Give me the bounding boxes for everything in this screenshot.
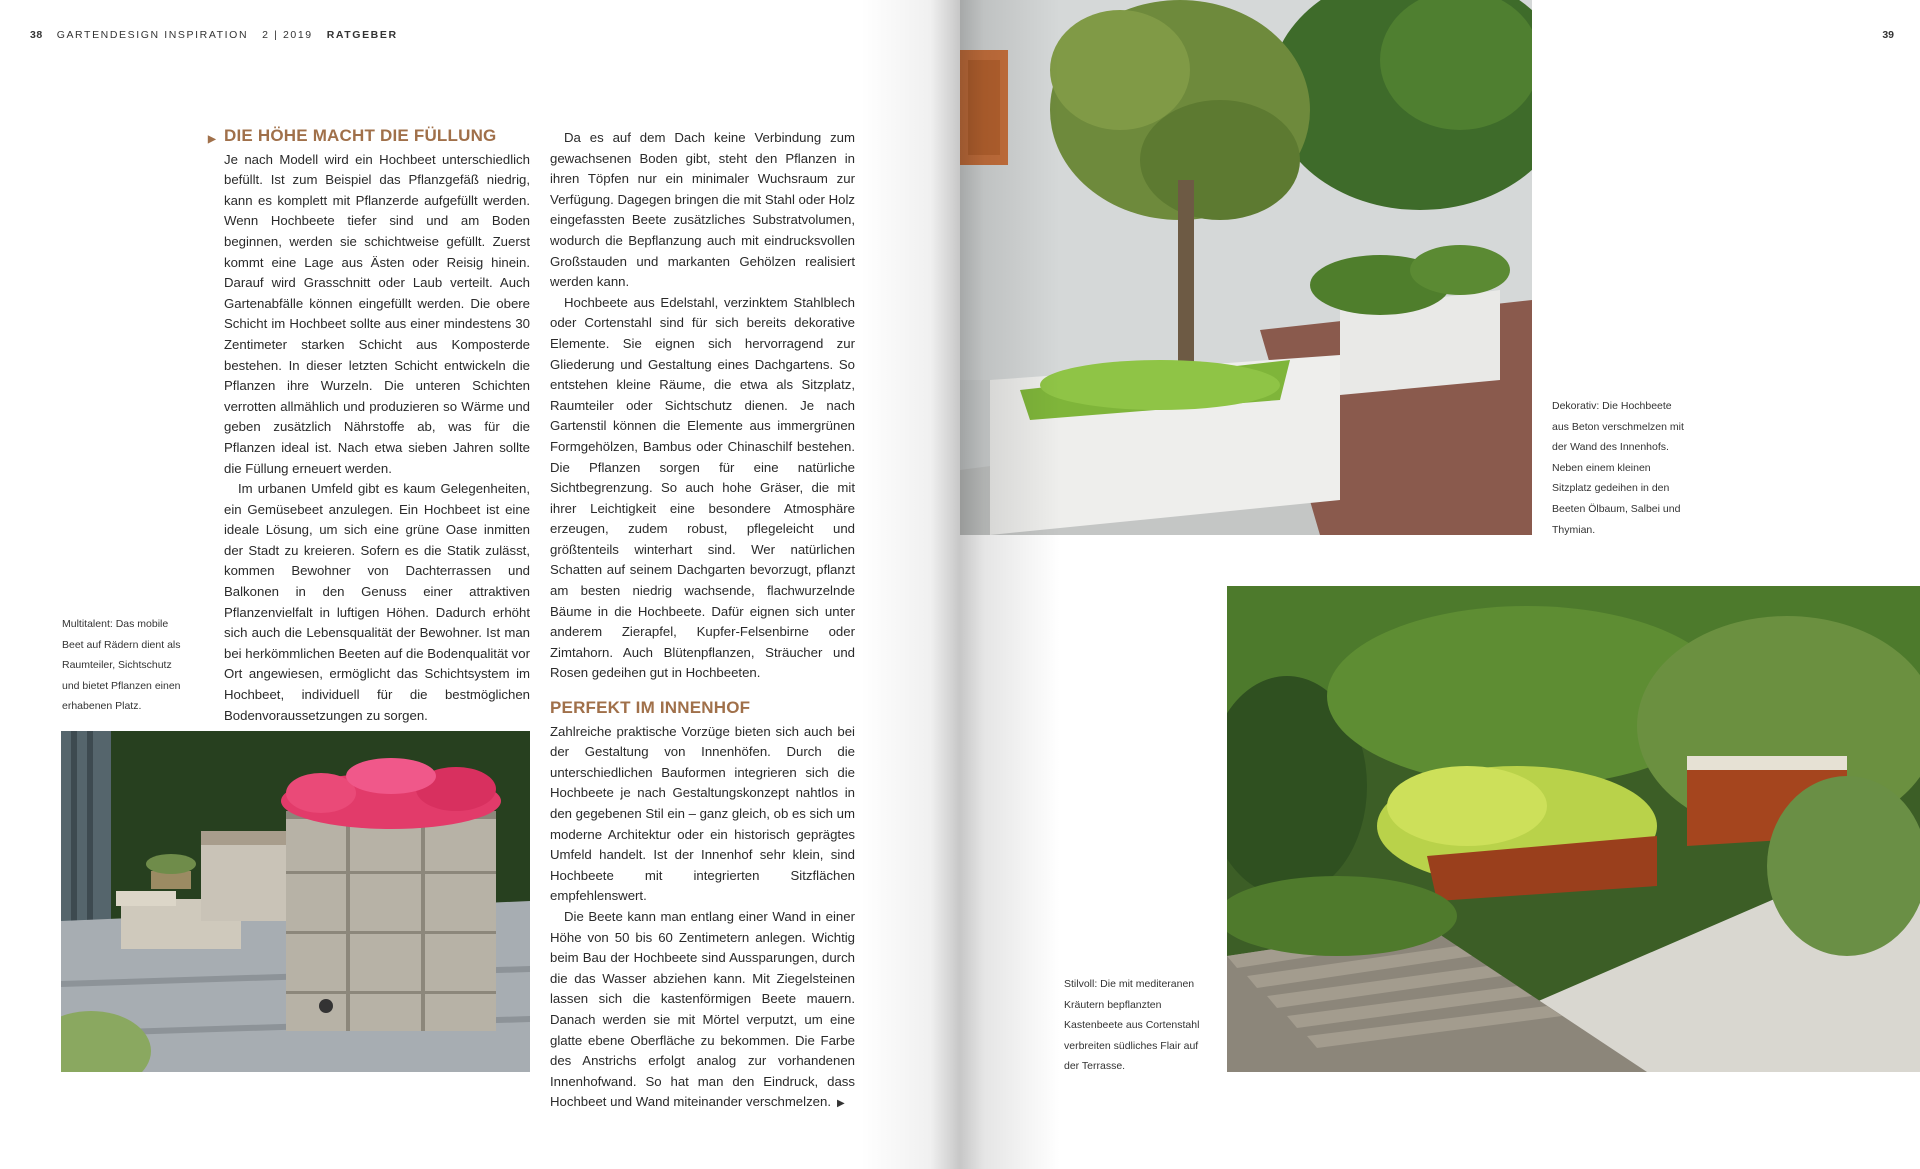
- paragraph: Je nach Modell wird ein Hochbeet unterschiedlich befüllt. Ist zum Beispiel das Pflanzgefäß niedrig, kann es komplett mit Pflanzerde aufgefüllt werden. Wenn Hochbeete tiefer sind und am Boden beginnen, werden sie schichtweise gefüllt. Zuerst kommt eine Lage aus Ästen oder Reisig hinein. Darauf wird Grasschnitt oder Laub verteilt. Auch Gartenabfälle können eingefüllt werden. Die obere Schicht im Hochbeet sollte aus einer mindestens 30 Zentimeter starken Schicht aus Komposterde bestehen. In dieser letzten Schicht entwickeln die Pflanzen ihre Wurzeln. Die unteren Schichten verrotten allmählich und produzieren so Wärme und geben zusätzlich Nährstoffe ab, was für die Pflanzen ideal ist. Nach etwa sieben Jahren sollte die Füllung erneuert werden.: [224, 151, 530, 476]
- caption-mobile-beet: [62, 614, 202, 717]
- magazine-title: GARTENDESIGN INSPIRATION: [56, 29, 249, 41]
- running-head: [30, 29, 398, 41]
- headline-innenhof: [550, 698, 855, 719]
- issue-number: 2 | 2019: [262, 29, 313, 41]
- caption-line: Beet auf Rädern dient als: [62, 638, 181, 651]
- section-title: RATGEBER: [326, 29, 398, 41]
- page-number-right: 39: [1882, 29, 1894, 41]
- caption-line: der Wand des Innenhofs.: [1552, 441, 1669, 454]
- caption-line: Dekorativ: Die Hochbeete: [1552, 400, 1672, 412]
- paragraph: Hochbeete aus Edelstahl, verzinktem Stahlblech oder Cortenstahl sind für sich bereits dekorative Elemente. Sie eignen sich hervorragend zur Gliederung und Gestaltung eines Dachgartens. So entstehen kleine Räume, die etwa als Sitzplatz, Raumteiler oder Sichtschutz dienen. Je nach Gartenstil können die Elemente aus immergrünen Formgehölzen, Bambus oder Chinaschilf bestehen. Die Pflanzen sorgen für eine natürliche Sichtbegrenzung. So auch hohe Gräser, die mit ihrer Leichtigkeit eine besondere Atmosphäre erzeugen, zudem robust, pflegeleicht und größtenteils winterhart sind. Wer natürlichen Schatten auf seinem Dachgarten bevorzugt, pflanzt am besten niedrig wachsende, flachwurzelnde Bäume in die Hochbeete. Dafür eignen sich unter anderem Zierapfel, Kupfer-Felsenbirne oder Zimtahorn. Auch Blütenpflanzen, Sträucher und Rosen gedeihen gut in Hochbeeten.: [550, 294, 855, 681]
- article-column-1: [208, 126, 530, 726]
- paragraph: [550, 907, 855, 1115]
- headline-hoehe: [208, 126, 530, 147]
- caption-line: verbreiten südliches Flair auf: [1064, 1039, 1199, 1052]
- paragraph: Im urbanen Umfeld gibt es kaum Gelegenheiten, ein Gemüsebeet anzulegen. Ein Hochbeet ist eine ideale Lösung, um sich eine grüne Oase inmitten der Stadt zu kreieren. Sofern es die Statik zulässt, kommen Bewohner von Dachterrassen und Balkonen in den Genuss einer attraktiven Pflanzenvielfalt in luftigen Höhen. Dadurch erhöht sich auch die Lebensqualität der Bewohner. Ist man bei herkömmlichen Beeten auf die Bodenqualität vor Ort angewiesen, ermöglicht das Schichtsystem im Hochbeet, individuell für die bestmöglichen Bodenvoraussetzungen zu sorgen.: [224, 481, 530, 723]
- photo-corten-terrace: [1227, 586, 1920, 1072]
- caption-line: Stilvoll: Die mit mediteranen: [1064, 978, 1195, 990]
- paragraph: Da es auf dem Dach keine Verbindung zum gewachsenen Boden gibt, steht den Pflanzen in ihren Töpfen nur ein minimaler Wuchsraum zur Verfügung. Dagegen bringen die mit Stahl oder Holz eingefassten Beete zusätzliches Substratvolumen, wodurch die Bepflanzung auch mit eindrucksvollen Großstauden und markanten Gehölzen realisiert werden kann.: [550, 130, 855, 290]
- caption-dekorativ: [1552, 396, 1702, 540]
- caption-stilvoll: [1064, 974, 1214, 1077]
- photo-olive-courtyard-image: [960, 0, 1532, 535]
- caption-line: Beeten Ölbaum, Salbei und: [1552, 502, 1681, 515]
- photo-corten-terrace-image: [1227, 586, 1920, 1072]
- caption-line: der Terrasse.: [1064, 1060, 1126, 1073]
- caption-line: Sitzplatz gedeihen in den: [1552, 482, 1670, 495]
- caption-line: Raumteiler, Sichtschutz: [62, 659, 172, 672]
- caption-line: Kastenbeete aus Cortenstahl: [1064, 1019, 1200, 1032]
- right-page: [960, 0, 1920, 1169]
- caption-line: und bietet Pflanzen einen: [62, 679, 181, 692]
- article-column-2: [550, 128, 855, 1115]
- photo-mobile-planter-image: [61, 731, 530, 1072]
- end-mark-icon: ▶: [837, 1098, 845, 1110]
- caption-line: Thymian.: [1552, 523, 1596, 536]
- caption-line: Neben einem kleinen: [1552, 461, 1651, 474]
- caption-line: aus Beton verschmelzen mit: [1552, 420, 1684, 433]
- paragraph-text: Die Beete kann man entlang einer Wand in einer Höhe von 50 bis 60 Zentimetern anlegen. Wichtig beim Bau der Hochbeete sind Aussparungen, durch die das Wasser abziehen kann. Mit Ziegelsteinen lassen sich die kastenförmigen Beete mauern. Danach werden sie mit Mörtel verputzt, um eine glatte ebene Oberfläche zu bekommen. Die Farbe des Anstrichs erfolgt analog zur vorhandenen Innenhofwand. So hat man den Eindruck, dass Hochbeet und Wand miteinander verschmelzen.: [550, 908, 855, 1110]
- headline-text: DIE HÖHE MACHT DIE FÜLLUNG: [224, 126, 497, 145]
- triangle-marker-icon: ▶: [208, 134, 216, 145]
- photo-mobile-planter: [61, 731, 530, 1072]
- photo-olive-courtyard: [960, 0, 1532, 535]
- caption-line: erhabenen Platz.: [62, 700, 142, 713]
- paragraph: Zahlreiche praktische Vorzüge bieten sich auch bei der Gestaltung von Innenhöfen. Durch die unterschiedlichen Bauformen integrieren sich die Hochbeete je nach Gestaltungskonzept nahtlos in den gegebenen Stil ein – ganz gleich, ob es sich um moderne Architektur oder ein historisch geprägtes Umfeld handelt. Ist der Innenhof sehr klein, sind Hochbeete mit integrierten Sitzflächen empfehlenswert.: [550, 723, 855, 904]
- headline-text: PERFEKT IM INNENHOF: [550, 698, 751, 718]
- caption-line: Multitalent: Das mobile: [62, 618, 169, 630]
- page-number-left: 38: [30, 29, 43, 41]
- caption-line: Kräutern bepflanzten: [1064, 998, 1162, 1011]
